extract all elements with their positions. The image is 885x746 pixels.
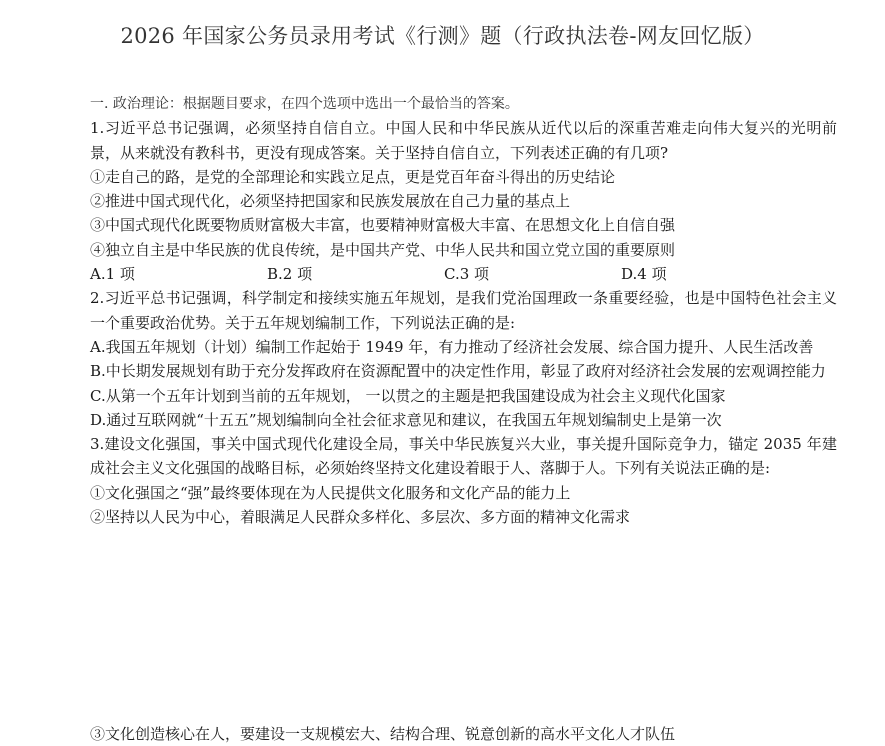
q3-item: ①文化强国之“强”最终要体现在为人民提供文化服务和文化产品的能力上 — [90, 483, 571, 502]
q2-stem: 2.习近平总书记强调，科学制定和接续实施五年规划，是我们党治国理政一条重要经验，也是中国特色社会主义一个重要政治优势。关于五年规划编制工作，下列说法正确的是: — [90, 289, 837, 332]
q3-item-partial: ③文化创造核心在人，要建设一支规模宏大、结构合理、锐意创新的高水平文化人才队伍 — [90, 725, 676, 743]
q3-item: ②坚持以人民为中心，着眼满足人民群众多样化、多层次、多方面的精神文化需求 — [90, 508, 631, 527]
q1-option-a: A.1 项 — [90, 265, 135, 284]
q3-stem: 3.建设文化强国，事关中国式现代化建设全局，事关中华民族复兴大业，事关提升国际竞争力，锚定 2035 年建成社会主义文化强国的战略目标，必须始终坚持文化建设着眼于人、落脚于人。下列有关说法正确的是: — [90, 435, 837, 478]
q2-option-d: D.通过互联网就“十五五”规划编制向全社会征求意见和建议，在我国五年规划编制史上是第一次 — [90, 410, 722, 429]
q1-item: ②推进中国式现代化，必须坚持把国家和民族发展放在自己力量的基点上 — [90, 192, 571, 211]
q1-item: ④独立自主是中华民族的优良传统，是中国共产党、中华人民共和国立党立国的重要原则 — [90, 240, 676, 259]
q2-option-a: A.我国五年规划（计划）编制工作起始于 1949 年，有力推动了经济社会发展、综合国力提升、人民生活改善 — [90, 337, 814, 356]
q1-option-b: B.2 项 — [267, 265, 313, 284]
q2-option-b: B.中长期发展规划有助于充分发挥政府在资源配置中的决定性作用，彰显了政府对经济社会发展的宏观调控能力 — [90, 362, 826, 381]
q1-options — [90, 262, 837, 286]
q1-option-c: C.3 项 — [444, 265, 490, 284]
document-title: 2026 年国家公务员录用考试《行测》题（行政执法卷-网友回忆版） — [120, 24, 765, 48]
q2-option-c: C.从第一个五年计划到当前的五年规划， 一以贯之的主题是把我国建设成为社会主义现代化国家 — [90, 386, 726, 405]
section-heading: 一. 政治理论：根据题目要求，在四个选项中选出一个最恰当的答案。 — [90, 96, 519, 112]
q1-option-d: D.4 项 — [621, 265, 667, 284]
q1-stem: 1.习近平总书记强调，必须坚持自信自立。中国人民和中华民族从近代以后的深重苦难走向伟大复兴的光明前景，从来就没有教科书，更没有现成答案。关于坚持自信自立，下列表述正确的有几项? — [90, 119, 837, 162]
q1-item: ①走自己的路，是党的全部理论和实践立足点，更是党百年奋斗得出的历史结论 — [90, 167, 616, 186]
q1-item: ③中国式现代化既要物质财富极大丰富，也要精神财富极大丰富、在思想文化上自信自强 — [90, 216, 676, 235]
document-body — [90, 92, 837, 529]
